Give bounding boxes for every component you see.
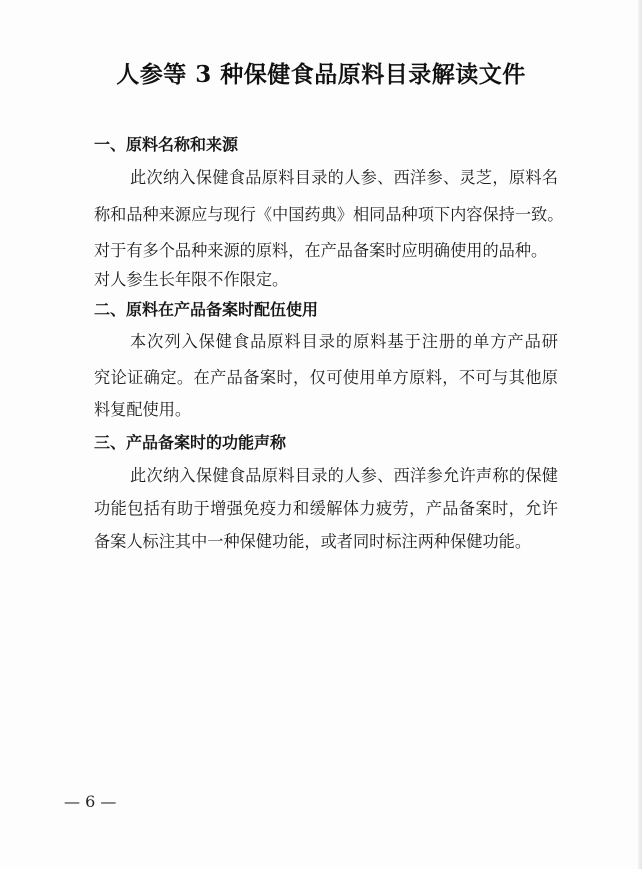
paragraph-line: 功能包括有助于增强免疫力和缓解体力疲劳，产品备案时，允许 [94,499,558,518]
paragraph-line: 备案人标注其中一种保健功能，或者同时标注两种保健功能。 [94,532,532,551]
document-title: 人参等 3 种保健食品原料目录解读文件 [116,61,526,88]
paragraph-line: 此次纳入保健食品原料目录的人参、西洋参、灵芝，原料名 [130,168,558,187]
paragraph-line: 本次列入保健食品原料目录的原料基于注册的单方产品研 [130,332,558,351]
paragraph-line: 对人参生长年限不作限定。 [94,270,289,289]
paragraph-line: 究论证确定。在产品备案时，仅可使用单方原料，不可与其他原 [94,368,558,387]
paragraph-line: 此次纳入保健食品原料目录的人参、西洋参允许声称的保健 [130,466,558,485]
section-heading-compatibility: 二、原料在产品备案时配伍使用 [94,300,319,319]
paragraph-line: 称和品种来源应与现行《中国药典》相同品种项下内容保持一致。 [94,205,564,224]
paragraph-line: 对于有多个品种来源的原料，在产品备案时应明确使用的品种。 [94,241,548,260]
page-number: — 6 — [64,792,117,811]
paragraph-line: 料复配使用。 [94,400,192,419]
section-heading-source: 一、原料名称和来源 [94,135,239,154]
page-edge-shadow [638,0,642,869]
section-heading-function-claims: 三、产品备案时的功能声称 [94,433,287,452]
